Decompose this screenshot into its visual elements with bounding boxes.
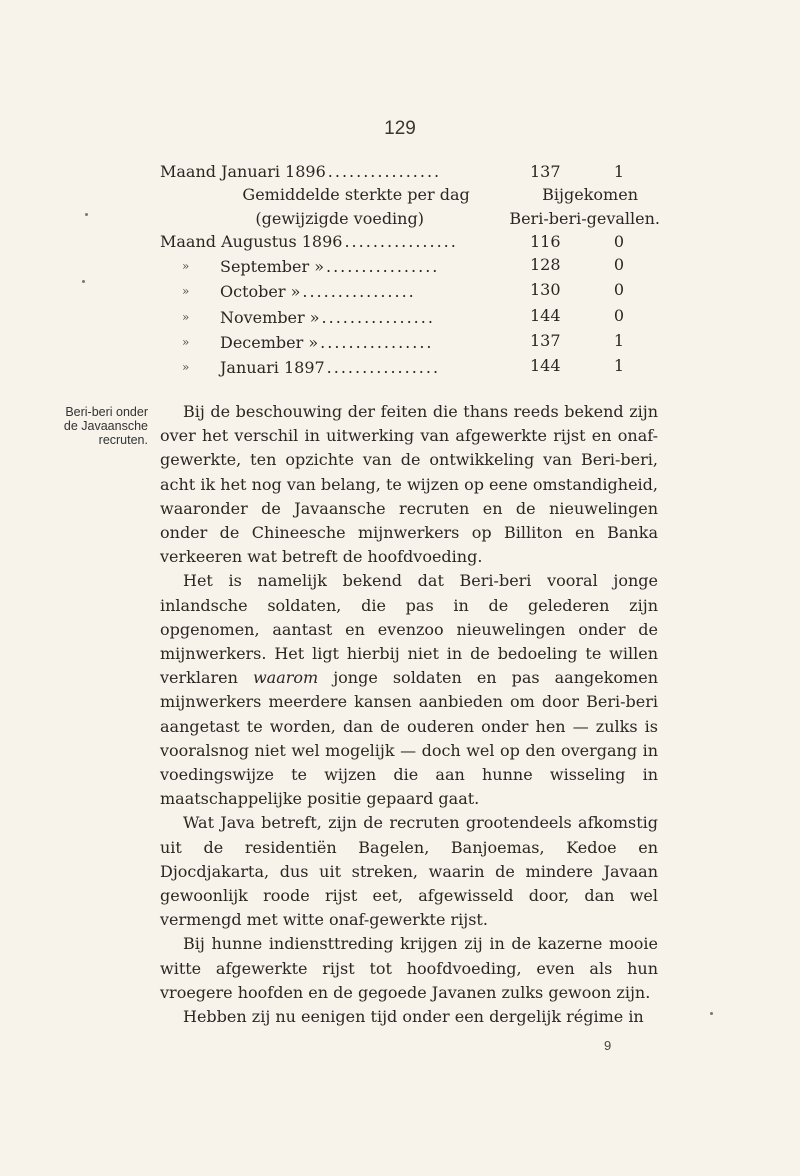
row-dots: ................ [344,231,458,251]
row-value: 144 [530,305,561,325]
table-row [160,253,660,278]
row-dots: ................ [320,333,434,353]
row-dots: ................ [302,282,416,302]
ditto-mark: » [182,360,190,375]
row-label: September » [220,257,324,277]
row-dots: ................ [327,162,442,181]
row-added: 0 [613,255,624,275]
body-text [160,400,658,1029]
italic-word: waarom [252,668,319,688]
paragraph: Het is namelijk bekend dat Beri-beri vooral jonge inlandsche soldaten, die pas in de gelederen zijn opgenomen, aantast en evenzoo nieuwelingen onder de mijnwerkers. Het ligt hierbij niet in de bedoeling te willen verklaren waarom jonge soldaten en pas aangekomen mijnwerkers meerdere kansen aanbieden om door Beri-beri aangetast te worden, dan de ouderen onder hen — zulks is vooralsnog niet wel mogelijk — doch wel op den overgang in voedingswijze te wijzen die aan hunne wisseling in maatschappelijke positie gepaard gaat. [160,571,658,809]
row-label: Maand Januari 1896 [160,162,326,181]
row-label: December » [220,333,319,353]
row-dots: ................ [321,307,435,327]
paper-speck [82,280,85,283]
row-added: 0 [613,280,624,300]
table-header [160,207,660,230]
table-row [160,329,660,354]
row-label: Januari 1897 [220,358,325,378]
header-col1-line2: (gewijzigde voeding) [255,208,424,228]
stats-table [160,160,660,380]
row-added: 0 [613,231,624,251]
table-row [160,304,660,329]
header-col2-line2: Beri-beri-gevallen. [509,208,660,228]
ditto-mark: » [182,259,190,274]
row-added: 1 [613,331,624,351]
margin-note-line: de Javaansche [63,419,148,433]
margin-note-line: Beri-beri onder [65,405,148,419]
paragraph: Bij de beschouwing der feiten die thans reeds bekend zijn over het verschil in uitwerking van afgewerkte rijst en onaf-gewerkte, ten opzichte van de ontwikkeling van Beri-beri, acht ik het nog van belang, te wijzen op eene omstandigheid, waaronder de Javaansche recruten en de nieuwelingen onder de Chineesche mijnwerkers op Billiton en Banka verkeeren wat betreft de hoofdvoeding. [160,402,658,567]
signature-mark: 9 [604,1038,612,1053]
row-value: 144 [530,356,561,376]
table-row [160,230,660,253]
row-value: 130 [530,280,561,300]
table-row [160,160,660,183]
paper-speck [710,1012,713,1015]
row-label: October » [220,282,301,302]
row-added: 1 [613,356,624,376]
ditto-mark: » [182,335,190,350]
ditto-mark: » [182,284,190,299]
paper-speck [85,213,88,216]
margin-note-line: recruten. [98,433,148,447]
header-col1-line1: Gemiddelde sterkte per dag [242,185,470,205]
ditto-mark: » [182,309,190,324]
row-label: Maand Augustus 1896 [160,231,343,251]
row-dots: ................ [326,358,441,378]
row-value: 116 [530,231,561,251]
row-added: 1 [613,162,624,181]
table-row [160,278,660,303]
row-value: 137 [530,162,561,181]
table-header [160,183,660,206]
row-dots: ................ [325,257,440,277]
paragraph: Wat Java betreft, zijn de recruten grootendeels afkomstig uit de residentiën Bagelen, Banjoemas, Kedoe en Djocdjakarta, dus uit streken, waarin de mindere Javaan gewoonlijk roode rijst eet, afgewisseld door, dan wel vermengd met witte onaf-gewerkte rijst. [160,813,658,930]
row-added: 0 [613,305,624,325]
paragraph: Bij hunne indiensttreding krijgen zij in de kazerne mooie witte afgewerkte rijst tot hoofdvoeding, even als hun vroegere hoofden en de gegoede Javanen zulks gewoon zijn. [160,934,658,1002]
row-value: 128 [530,255,561,275]
table-row [160,354,660,379]
page-number: 129 [384,118,416,139]
row-value: 137 [530,331,561,351]
header-col2-line1: Bijgekomen [542,185,638,205]
row-label: November » [220,307,320,327]
paragraph: Hebben zij nu eenigen tijd onder een dergelijk régime in [183,1007,644,1027]
margin-note [40,405,148,447]
